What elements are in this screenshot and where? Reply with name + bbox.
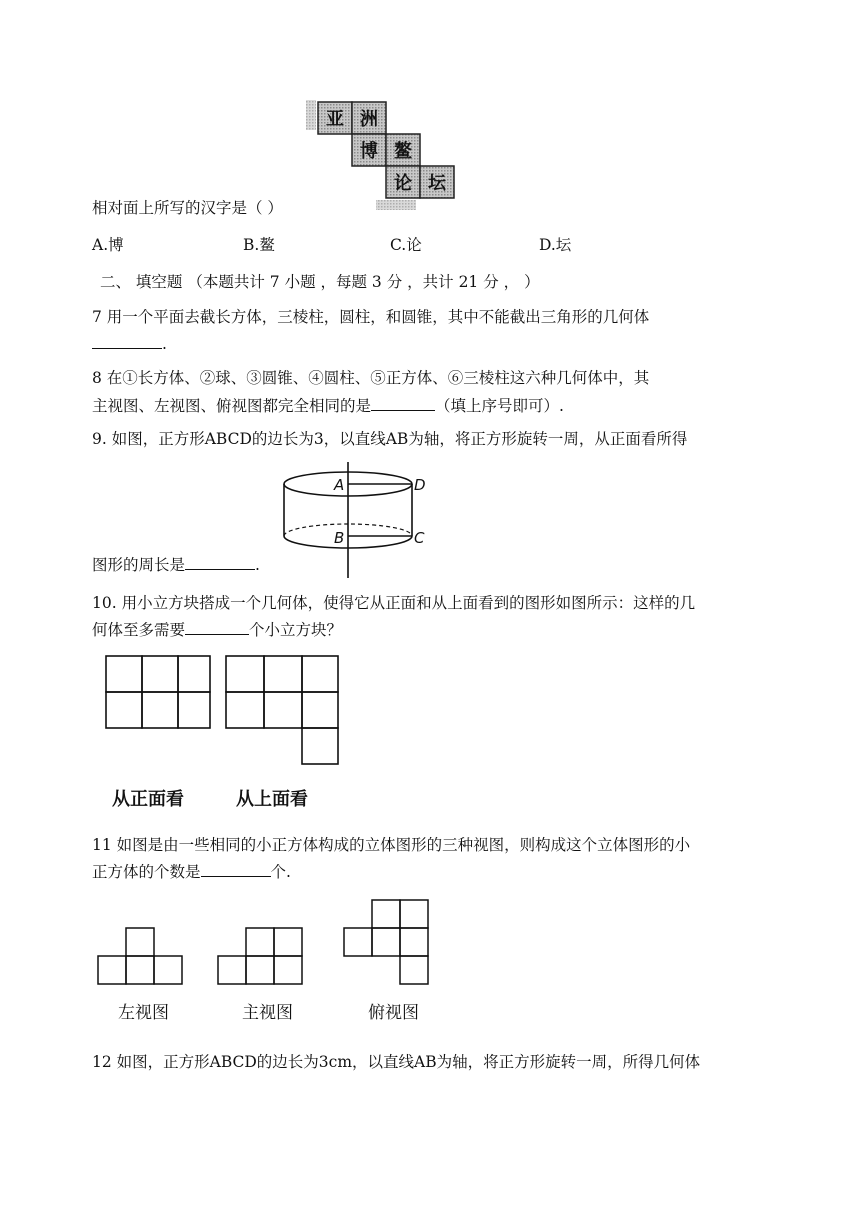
caption-left-view: 左视图 [118, 1003, 169, 1023]
caption-front-view: 从正面看 [112, 789, 184, 810]
q7-line1: 7 用一个平面去截长方体，三棱柱，圆柱，和圆锥，其中不能截出三角形的几何体 [92, 308, 650, 326]
q8-line1: 8 在①长方体、②球、③圆锥、④圆柱、⑤正方体、⑥三棱柱这六种几何体中，其 [92, 369, 650, 387]
q6-stem: 相对面上所写的汉字是（ ） [92, 199, 283, 217]
top-view-grid [226, 656, 338, 764]
q6-option-d: D.坛 [539, 236, 572, 254]
q6-option-b: B.鳌 [243, 236, 275, 254]
label-b: B [334, 529, 345, 547]
net-char-4: 鳌 [394, 141, 412, 162]
q10-line1: 10. 用小立方块搭成一个几何体，使得它从正面和从上面看到的图形如图所示：这样的几 [92, 594, 696, 612]
q9-line1: 9. 如图，正方形ABCD的边长为3，以直线AB为轴，将正方形旋转一周，从正面看所得 [92, 430, 688, 448]
q11-answer-blank[interactable] [201, 860, 271, 877]
net-char-2: 洲 [360, 109, 378, 130]
q11-line1: 11 如图是由一些相同的小正方体构成的立体图形的三种视图，则构成这个立体图形的小 [92, 836, 691, 854]
q11-views-figure [94, 894, 434, 990]
q10-line2: 何体至多需要 个小立方块？ [92, 618, 342, 641]
top-view-grid-q11 [344, 900, 428, 984]
q6-option-c: C.论 [390, 236, 422, 254]
q9-line2: 图形的周长是 . [92, 553, 260, 576]
q10-views-figure [100, 650, 350, 770]
q7-answer-blank[interactable] [92, 332, 162, 349]
caption-top-view: 从上面看 [236, 789, 308, 810]
q10-answer-blank[interactable] [185, 618, 249, 635]
q9-answer-blank[interactable] [185, 553, 255, 570]
front-view-grid [106, 656, 210, 728]
net-char-5: 论 [394, 173, 412, 194]
label-a: A [334, 476, 345, 494]
label-c: C [414, 529, 425, 547]
caption-plan-view: 俯视图 [368, 1003, 419, 1023]
net-char-1: 亚 [326, 109, 344, 130]
q8-answer-blank[interactable] [371, 394, 435, 411]
q11-line2: 正方体的个数是 个. [92, 860, 291, 883]
net-char-6: 坛 [428, 173, 446, 194]
q7-line2: . [92, 332, 167, 355]
label-d: D [414, 476, 426, 494]
q8-line2: 主视图、左视图、俯视图都完全相同的是 （填上序号即可）. [92, 394, 564, 417]
caption-main-view: 主视图 [242, 1003, 293, 1023]
net-char-3: 博 [360, 141, 378, 162]
main-view-grid [218, 928, 302, 984]
left-view-grid [98, 928, 182, 984]
cube-net-figure [300, 92, 470, 216]
q12-line1: 12 如图，正方形ABCD的边长为3cm，以直线AB为轴，将正方形旋转一周，所得几何体 [92, 1053, 701, 1071]
q6-option-a: A.博 [92, 236, 124, 254]
section-heading: 二、 填空题 （本题共计 7 小题 ，每题 3 分 ，共计 21 分 ， ） [100, 273, 540, 291]
cylinder-figure [276, 462, 436, 578]
